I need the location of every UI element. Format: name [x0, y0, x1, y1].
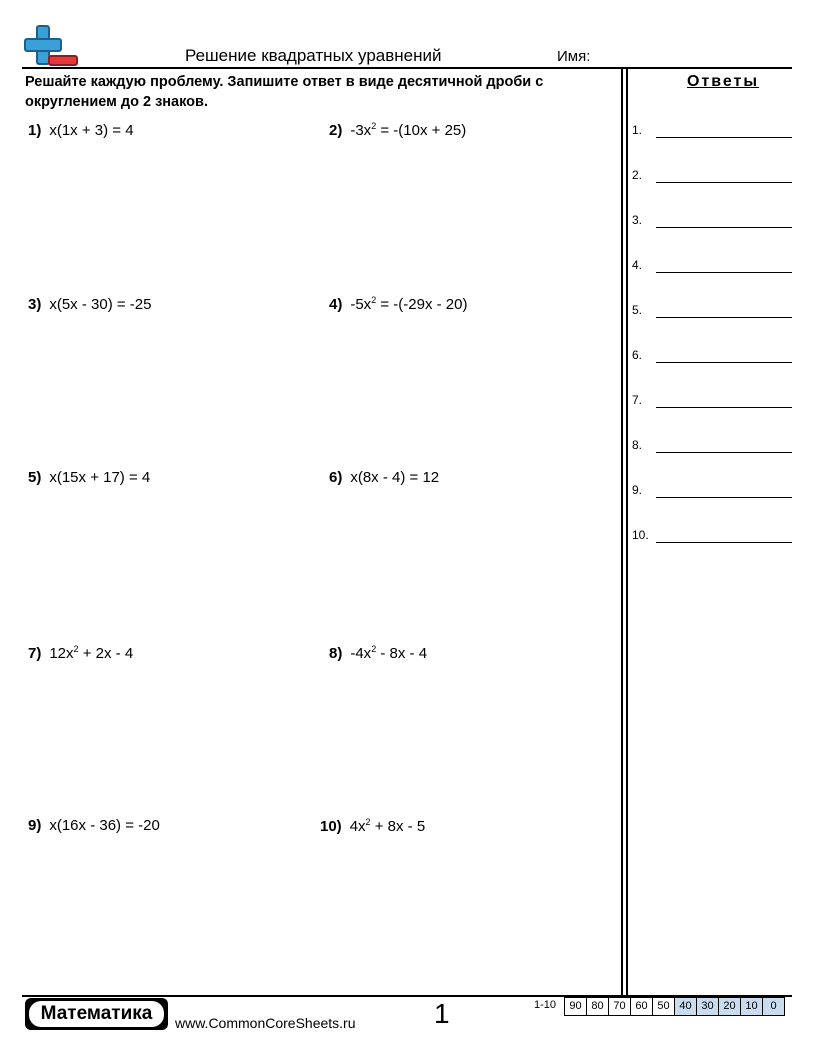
answer-line[interactable] — [656, 497, 792, 498]
score-cell: 20 — [719, 998, 741, 1015]
website-link[interactable]: www.CommonCoreSheets.ru — [175, 1015, 356, 1031]
answer-number: 7. — [632, 393, 643, 407]
brand-badge — [25, 998, 168, 1030]
answer-row[interactable] — [632, 213, 792, 233]
answer-row[interactable] — [632, 348, 792, 368]
score-cell: 30 — [697, 998, 719, 1015]
exponent: 2 — [371, 644, 377, 654]
brand-label: Математика — [29, 1001, 164, 1027]
problem-8 — [329, 645, 427, 662]
name-label: Имя: — [557, 48, 591, 65]
header-rule — [22, 67, 792, 69]
exponent: 2 — [73, 644, 79, 654]
problem-4 — [329, 296, 467, 313]
problem-expression: 12x — [49, 645, 74, 662]
score-cell: 90 — [565, 998, 587, 1015]
worksheet-title: Решение квадратных уравнений — [185, 46, 442, 65]
problem-expression-rest: + 8x - 5 — [370, 818, 426, 835]
exponent: 2 — [371, 295, 377, 305]
score-cell: 50 — [653, 998, 675, 1015]
answer-line[interactable] — [656, 407, 792, 408]
problem-expression: -5x — [350, 296, 372, 313]
problem-number: 8) — [329, 645, 343, 662]
answer-row[interactable] — [632, 123, 792, 143]
problem-3 — [28, 296, 151, 313]
answer-line[interactable] — [656, 182, 792, 183]
problem-expression-rest: + 2x - 4 — [78, 645, 134, 662]
problem-expression-rest: - 8x - 4 — [376, 645, 428, 662]
problem-1 — [28, 122, 134, 139]
column-divider — [621, 68, 623, 996]
problem-7 — [28, 645, 133, 662]
score-cell: 10 — [741, 998, 763, 1015]
answer-line[interactable] — [656, 227, 792, 228]
problem-6 — [329, 469, 439, 486]
score-cell: 70 — [609, 998, 631, 1015]
answer-number: 1. — [632, 123, 643, 137]
problem-number: 5) — [28, 469, 42, 486]
answer-row[interactable] — [632, 303, 792, 323]
answer-line[interactable] — [656, 272, 792, 273]
answer-row[interactable] — [632, 258, 792, 278]
answer-number: 9. — [632, 483, 643, 497]
exponent: 2 — [365, 817, 371, 827]
score-cell: 0 — [763, 998, 785, 1015]
score-cell: 80 — [587, 998, 609, 1015]
page-number: 1 — [434, 998, 450, 1029]
answer-row[interactable] — [632, 483, 792, 503]
problem-number: 7) — [28, 645, 42, 662]
problem-9 — [28, 817, 160, 834]
answer-row[interactable] — [632, 438, 792, 458]
score-cell: 40 — [675, 998, 697, 1015]
problem-number: 6) — [329, 469, 343, 486]
problem-expression-rest: = -(10x + 25) — [376, 122, 467, 139]
answer-line[interactable] — [656, 452, 792, 453]
answer-line[interactable] — [656, 137, 792, 138]
problem-number: 3) — [28, 296, 42, 313]
answer-row[interactable] — [632, 393, 792, 413]
problem-expression: x(5x - 30) = -25 — [49, 296, 152, 313]
problem-expression: x(15x + 17) = 4 — [49, 469, 151, 486]
problem-number: 1) — [28, 122, 42, 139]
problem-expression: x(8x - 4) = 12 — [350, 469, 440, 486]
answer-number: 4. — [632, 258, 643, 272]
answer-line[interactable] — [656, 362, 792, 363]
problem-expression: x(16x - 36) = -20 — [49, 817, 160, 834]
problem-number: 9) — [28, 817, 42, 834]
answer-number: 8. — [632, 438, 643, 452]
problem-expression: -4x — [350, 645, 372, 662]
answer-row[interactable] — [632, 528, 792, 548]
answer-number: 3. — [632, 213, 643, 227]
instructions: Решайте каждую проблему. Запишите ответ в виде десятичной дроби с округлением до 2 знаков. — [25, 74, 544, 110]
problem-expression-rest: = -(-29x - 20) — [376, 296, 468, 313]
answer-number: 6. — [632, 348, 643, 362]
answer-line[interactable] — [656, 542, 792, 543]
column-divider — [626, 68, 628, 996]
score-label: 1-10 — [534, 999, 557, 1011]
problem-expression: -3x — [350, 122, 372, 139]
answer-number: 2. — [632, 168, 643, 182]
answer-line[interactable] — [656, 317, 792, 318]
answer-number: 10. — [632, 528, 649, 542]
problem-5 — [28, 469, 150, 486]
score-table — [564, 997, 785, 1016]
answer-row[interactable] — [632, 168, 792, 188]
answers-title: Ответы — [686, 73, 760, 90]
score-cell: 60 — [631, 998, 653, 1015]
problem-10 — [320, 818, 425, 835]
problem-2 — [329, 122, 466, 139]
problem-expression: x(1x + 3) = 4 — [49, 122, 134, 139]
problem-expression: 4x — [349, 818, 366, 835]
problem-number: 10) — [320, 818, 342, 835]
answer-number: 5. — [632, 303, 643, 317]
exponent: 2 — [371, 121, 377, 131]
logo-icon — [22, 22, 80, 68]
problem-number: 4) — [329, 296, 343, 313]
problem-number: 2) — [329, 122, 343, 139]
